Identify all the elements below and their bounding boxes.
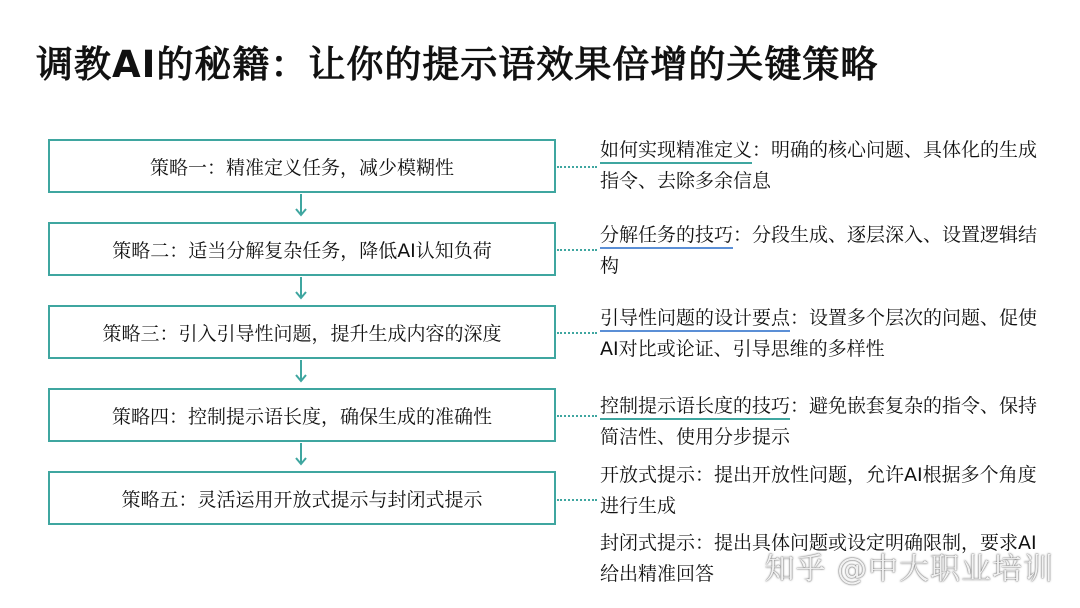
note-1-key: 如何实现精准定义	[600, 139, 752, 164]
note-5-open-prompt: 开放式提示：提出开放性问题，允许AI根据多个角度进行生成	[600, 464, 1037, 517]
note-2-key: 分解任务的技巧	[600, 224, 733, 249]
strategy-box-1: 策略一：精准定义任务，减少模糊性	[48, 139, 556, 193]
strategy-box-4: 策略四：控制提示语长度，确保生成的准确性	[48, 388, 556, 442]
connector-line-1	[557, 166, 597, 168]
connector-line-4	[557, 415, 597, 417]
note-2	[600, 220, 1040, 282]
connector-line-5	[557, 499, 597, 501]
connector-line-3	[557, 332, 597, 334]
strategy-box-3: 策略三：引入引导性问题，提升生成内容的深度	[48, 305, 556, 359]
note-1-text: ：明确的核心问题、具体化的生成指令、去除多余信息	[600, 139, 1038, 192]
arrow-down-icon	[294, 277, 308, 303]
note-4-key: 控制提示语长度的技巧	[600, 395, 790, 420]
note-3-text: ：设置多个层次的问题、促使AI对比或论证、引导思维的多样性	[600, 307, 1038, 360]
connector-line-2	[557, 249, 597, 251]
note-4-text: ：避免嵌套复杂的指令、保持简洁性、使用分步提示	[600, 395, 1038, 448]
note-3	[600, 303, 1040, 365]
note-1	[600, 135, 1040, 197]
arrow-down-icon	[294, 443, 308, 469]
strategy-box-5: 策略五：灵活运用开放式提示与封闭式提示	[48, 471, 556, 525]
note-4	[600, 391, 1040, 453]
arrow-down-icon	[294, 360, 308, 386]
strategy-box-2: 策略二：适当分解复杂任务，降低AI认知负荷	[48, 222, 556, 276]
note-3-key: 引导性问题的设计要点	[600, 307, 790, 332]
watermark: 知乎 @中大职业培训	[764, 552, 1054, 587]
page-title: 调教AI的秘籍：让你的提示语效果倍增的关键策略	[36, 43, 879, 86]
note-5-closed-prompt: 封闭式提示：提出具体问题或设定明确限制，要求AI给出精准回答	[600, 532, 1037, 585]
arrow-down-icon	[294, 194, 308, 220]
note-2-text: ：分段生成、逐层深入、设置逻辑结构	[600, 224, 1038, 277]
